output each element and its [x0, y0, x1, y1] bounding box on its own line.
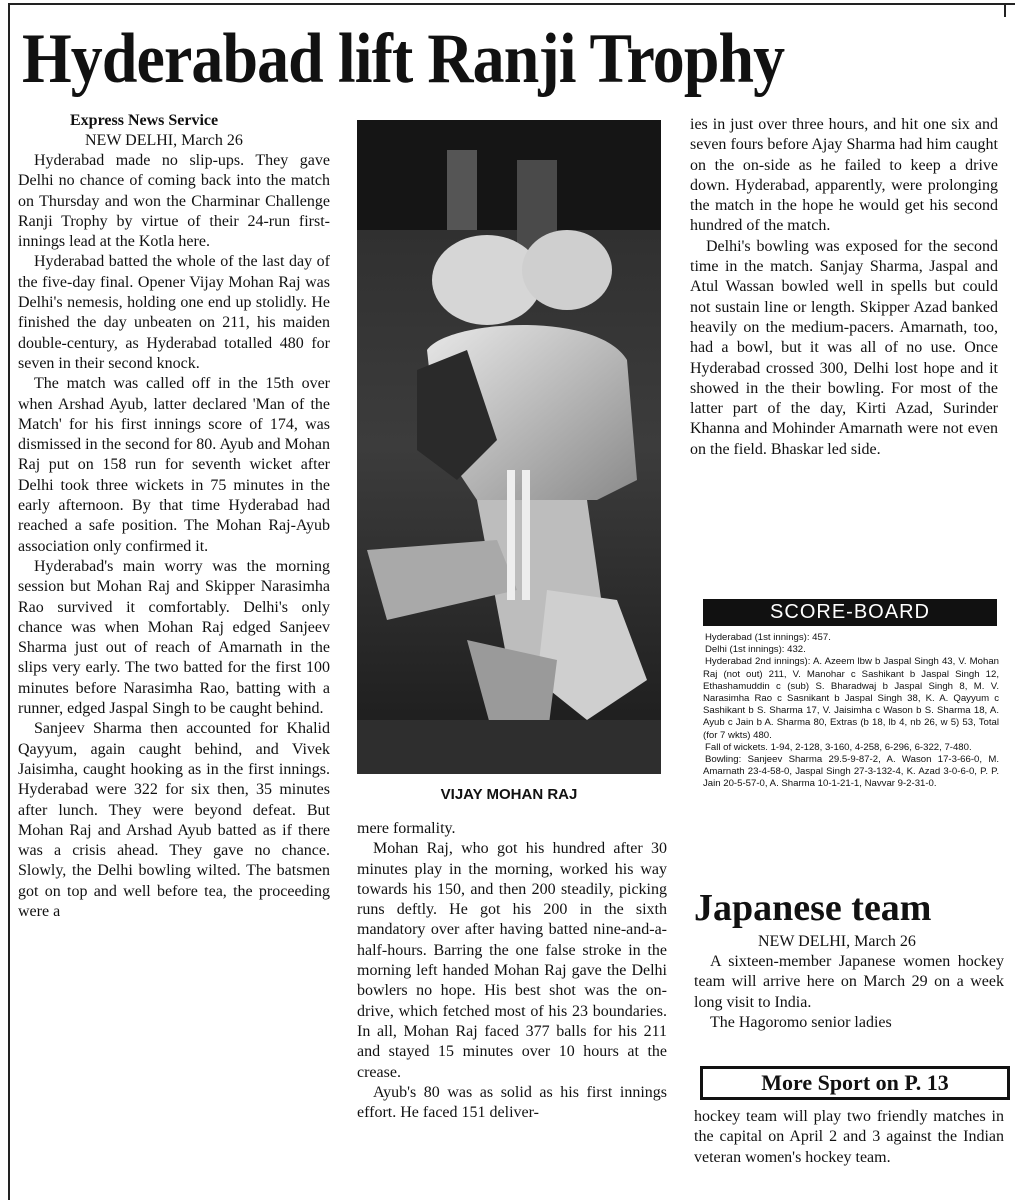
brief-paragraph: A sixteen-member Japanese women hockey team will arrive here on March 29 on a week long visit to India.	[694, 953, 1004, 1011]
story-paragraph: Hyderabad batted the whole of the last day of the five-day final. Opener Vijay Mohan Raj was Delhi's nemesis, holding one end up stolidly. He finished the day unbeaten on 211, his maiden double-century, as Hyderabad totalled 480 for seven in their second knock.	[18, 253, 330, 372]
scoreboard-line: Fall of wickets. 1-94, 2-128, 3-160, 4-258, 6-296, 6-322, 7-480.	[705, 741, 972, 753]
byline: Express News Service	[70, 112, 219, 129]
brief-paragraph: hockey team will play two friendly matches in the capital on April 2 and 3 against the Indian veteran women's hockey team.	[694, 1108, 1004, 1166]
cricket-photo	[357, 120, 661, 774]
story-paragraph: Mohan Raj, who got his hundred after 30 minutes play in the morning, worked his way towards his 150, and then 200 steadily, picking runs deftly. He got his 200 in the sixth mandatory over after having batted nine-and-a-half-hours. Barring the one false stroke in the morning left handed Mohan Raj gave the Delhi bowlers no hope. His best shot was the on-drive, which fetched most of his 23 boundaries. In all, Mohan Raj faced 377 balls for his 211 and stayed 15 minutes over 10 hours at the crease.	[357, 840, 667, 1081]
main-story-column-3	[690, 115, 998, 460]
story-paragraph: Hyderabad's main worry was the morning session but Mohan Raj and Skipper Narasimha Rao survived it comfortably. Delhi's only chance was when Mohan Raj edged Sanjeev Sharma just out of reach of Amarnath in the slips very early. The two batted for the first 100 minutes before Narasimha Rao, batting with a runner, edged Jaspal Singh to be caught behind.	[18, 557, 330, 718]
photo-caption: VIJAY MOHAN RAJ	[440, 786, 578, 803]
scoreboard-line: Delhi (1st innings): 432.	[705, 644, 806, 656]
story-paragraph: Hyderabad made no slip-ups. They gave Delhi no chance of coming back into the match on Thursday and won the Charminar Challenge Ranji Trophy by virtue of their 24-run first-innings lead at the Kotla here.	[18, 152, 330, 251]
story-paragraph: The match was called off in the 15th over when Arshad Ayub, latter declared 'Man of the Match' for his first innings score of 174, was dismissed in the second for 80. Ayub and Mohan Raj put on 158 run for seventh wicket after Delhi took three wickets in 75 minutes in the early afternoon. By that time Hyderabad had reached a safe position. The Mohan Raj-Ayub association only confirmed it.	[18, 375, 330, 555]
main-story-column-2	[357, 819, 667, 1123]
dateline: NEW DELHI, March 26	[85, 132, 243, 149]
main-story-column-1	[18, 111, 330, 922]
brief-body-bottom	[694, 1107, 1004, 1168]
story-paragraph: Ayub's 80 was as solid as his first innings effort. He faced 151 deliver-	[357, 1083, 667, 1122]
brief-dateline: NEW DELHI, March 26	[758, 933, 916, 950]
story-paragraph: mere formality.	[357, 820, 456, 837]
brief-headline: Japanese team	[694, 887, 932, 929]
left-column-rule	[8, 3, 10, 1200]
more-sport-link[interactable]: More Sport on P. 13	[700, 1066, 1010, 1100]
brief-paragraph: The Hagoromo senior ladies	[710, 1013, 892, 1031]
scoreboard-body	[703, 632, 999, 791]
story-paragraph: Delhi's bowling was exposed for the second time in the match. Sanjay Sharma, Jaspal and Atul Wassan bowled well in spells but could not sustain line or length. Skipper Azad banked heavily on the medium-pacers. Amarnath, too, had a bowl, but it was all of no use. Once Hyderabad crossed 300, Delhi lost hope and it showed in the their bowling. For most of the latter part of the day, Kirti Azad, Surinder Khanna and Mohinder Amarnath were not even on the field. Bhaskar led side.	[690, 237, 998, 458]
right-rule-stub	[1004, 3, 1006, 17]
scoreboard-line: Hyderabad (1st innings): 457.	[705, 632, 831, 643]
story-paragraph: Sanjeev Sharma then accounted for Khalid Qayyum, again caught behind, and Vivek Jaisimha, caught hooking as in the first innings. Hyderabad were 322 for six then, 35 minutes after lunch. They were beyond defeat. But Mohan Raj and Arshad Ayub batted as if there was a crisis ahead. They gave no chance. Slowly, the Delhi bowling wilted. The batsmen got on top and well before tea, the proceeding were a	[18, 720, 330, 920]
batsman-photo-illustration	[357, 120, 661, 774]
scoreboard-line: Hyderabad 2nd innings): A. Azeem lbw b Jaspal Singh 43, V. Mohan Raj (not out) 211, V. Manohar c Sashikant b Jaspal Singh 12, Ethashamuddin c (sub) S. Bharadwaj b Jaspal Singh 8, M. V. Narasimha Rao c Sasnikant b Jaspal Singh 38, K. A. Qayyum c Sashikant b S. Sharma 17, V. Jaisimha c Wason b S. Sharma 18, A. Ayub c Jain b A. Sharma 80, Extras (b 18, lb 4, nb 26, w 5) 53, Total (for 7 wkts) 480.	[703, 656, 999, 741]
scoreboard-title: SCORE-BOARD	[703, 599, 997, 626]
top-rule	[8, 3, 1015, 5]
headline: Hyderabad lift Ranji Trophy	[22, 20, 785, 98]
story-paragraph: ies in just over three hours, and hit one six and seven fours before Ajay Sharma had him caught on the on-side as he failed to keep a drive down. Hyderabad, apparently, were prolonging the match in the hope he would get his second hundred of the match.	[690, 116, 998, 235]
brief-body-top	[694, 932, 1004, 1033]
scoreboard-line: Bowling: Sanjeev Sharma 29.5-9-87-2, A. Wason 17-3-66-0, M. Amarnath 23-4-58-0, Jaspal Singh 27-3-132-4, K. Azad 3-0-6-0, P. P. Jain 20-5-57-0, A. Sharma 10-1-21-1, Navvar 9-2-31-0.	[703, 754, 999, 790]
